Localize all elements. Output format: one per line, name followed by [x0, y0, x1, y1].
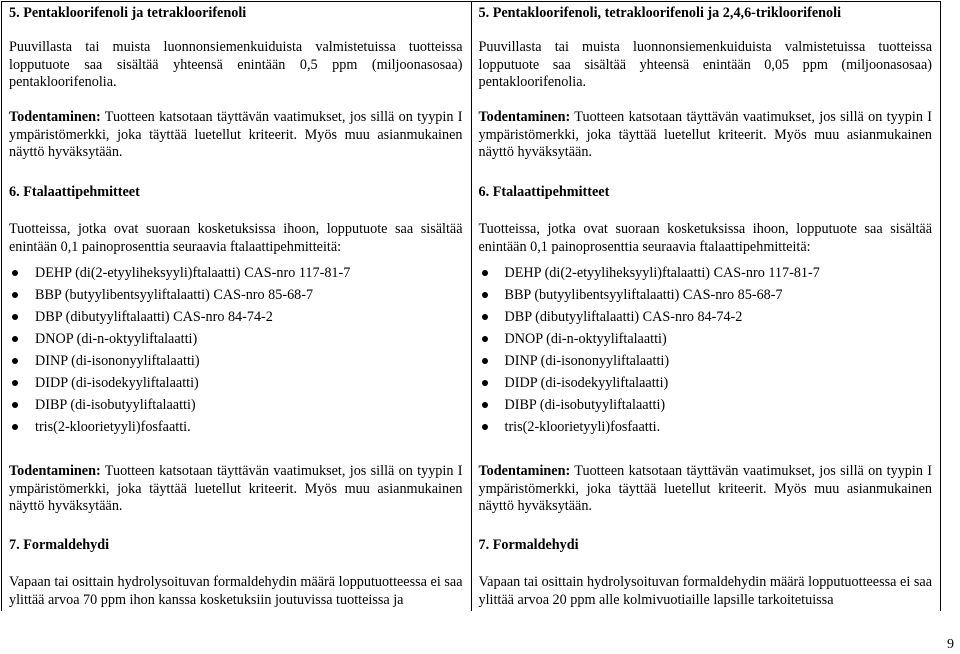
verification-text: Tuotteen katsotaan täyttävän vaatimukset, jos sillä on tyypin I ympäristömerkki, joka täyttää luetellut kriteerit. Myös muu asianmukainen näyttö hyväksytään.	[9, 463, 463, 514]
section-6-verification	[9, 463, 463, 516]
list-item: DINP (di-isononyyliftalaatti)	[479, 350, 933, 372]
verification-text: Tuotteen katsotaan täyttävän vaatimukset, jos sillä on tyypin I ympäristömerkki, joka täyttää luetellut kriteerit. Myös muu asianmukainen näyttö hyväksytään.	[478, 109, 932, 160]
list-item: DBP (dibutyyliftalaatti) CAS-nro 84-74-2	[479, 306, 933, 328]
column-left	[2, 1, 471, 611]
section-5-text: Puuvillasta tai muista luonnonsiemenkuiduista valmistetuissa tuotteissa lopputuote saa sisältää yhteensä enintään 0,05 ppm (miljoonasosaa) pentakloorifenolia.	[478, 39, 932, 90]
list-item: DIBP (di-isobutyyliftalaatti)	[479, 394, 933, 416]
verification-lead: Todentaminen:	[478, 463, 571, 479]
section-6-text: Tuotteissa, jotka ovat suoraan kosketuksissa ihoon, lopputuote saa sisältää enintään 0,1 painoprosenttia seuraavia ftalaattipehmitteitä:	[478, 221, 932, 255]
section-5-text: Puuvillasta tai muista luonnonsiemenkuiduista valmistetuissa tuotteissa lopputuote saa sisältää yhteensä enintään 0,5 ppm (miljoonasosaa) pentakloorifenolia.	[9, 39, 463, 90]
list-item: DNOP (di-n-oktyyliftalaatti)	[9, 328, 463, 350]
list-item: DIBP (di-isobutyyliftalaatti)	[9, 394, 463, 416]
list-item: tris(2-kloorietyyli)fosfaatti.	[479, 416, 933, 438]
list-item: DINP (di-isononyyliftalaatti)	[9, 350, 463, 372]
list-item: DEHP (di(2-etyyliheksyyli)ftalaatti) CAS-nro 117-81-7	[479, 262, 933, 284]
section-6-verification	[479, 463, 933, 516]
list-item: DBP (dibutyyliftalaatti) CAS-nro 84-74-2	[9, 306, 463, 328]
section-7-text: Vapaan tai osittain hydrolysoituvan formaldehydin määrä lopputuotteessa ei saa ylittää arvoa 70 ppm ihon kanssa kosketuksiin joutuvissa tuotteissa ja	[9, 574, 463, 608]
page-number: 9	[947, 637, 954, 652]
verification-text: Tuotteen katsotaan täyttävän vaatimukset, jos sillä on tyypin I ympäristömerkki, joka täyttää luetellut kriteerit. Myös muu asianmukainen näyttö hyväksytään.	[478, 463, 932, 514]
list-item: tris(2-kloorietyyli)fosfaatti.	[9, 416, 463, 438]
list-item: DNOP (di-n-oktyyliftalaatti)	[479, 328, 933, 350]
list-item: DIDP (di-isodekyyliftalaatti)	[479, 372, 933, 394]
section-7-text: Vapaan tai osittain hydrolysoituvan formaldehydin määrä lopputuotteessa ei saa ylittää arvoa 20 ppm alle kolmivuotiaille lapsille tarkoitetuissa	[478, 574, 932, 608]
phthalate-list	[479, 262, 933, 438]
list-item: BBP (butyylibentsyyliftalaatti) CAS-nro 85-68-7	[9, 284, 463, 306]
verification-lead: Todentaminen:	[478, 109, 571, 125]
section-6-heading: 6. Ftalaattipehmitteet	[478, 184, 610, 200]
verification-lead: Todentaminen:	[9, 109, 101, 125]
column-right	[471, 1, 941, 611]
list-item: DEHP (di(2-etyyliheksyyli)ftalaatti) CAS-nro 117-81-7	[9, 262, 463, 284]
verification-lead: Todentaminen:	[9, 463, 101, 479]
section-5-heading: 5. Pentakloorifenoli ja tetrakloorifenoli	[9, 5, 247, 21]
section-5-verification	[479, 109, 933, 162]
section-7-heading: 7. Formaldehydi	[9, 537, 110, 553]
verification-text: Tuotteen katsotaan täyttävän vaatimukset, jos sillä on tyypin I ympäristömerkki, joka täyttää luetellut kriteerit. Myös muu asianmukainen näyttö hyväksytään.	[9, 109, 463, 160]
section-7-heading: 7. Formaldehydi	[478, 537, 579, 553]
section-5-heading: 5. Pentakloorifenoli, tetrakloorifenoli ja 2,4,6-trikloorifenoli	[478, 5, 842, 21]
phthalate-list	[9, 262, 463, 438]
section-5-verification	[9, 109, 463, 162]
list-item: BBP (butyylibentsyyliftalaatti) CAS-nro 85-68-7	[479, 284, 933, 306]
section-6-heading: 6. Ftalaattipehmitteet	[9, 184, 140, 200]
list-item: DIDP (di-isodekyyliftalaatti)	[9, 372, 463, 394]
comparison-table	[1, 1, 941, 611]
section-6-text: Tuotteissa, jotka ovat suoraan kosketuksissa ihoon, lopputuote saa sisältää enintään 0,1 painoprosenttia seuraavia ftalaattipehmitteitä:	[9, 221, 463, 255]
